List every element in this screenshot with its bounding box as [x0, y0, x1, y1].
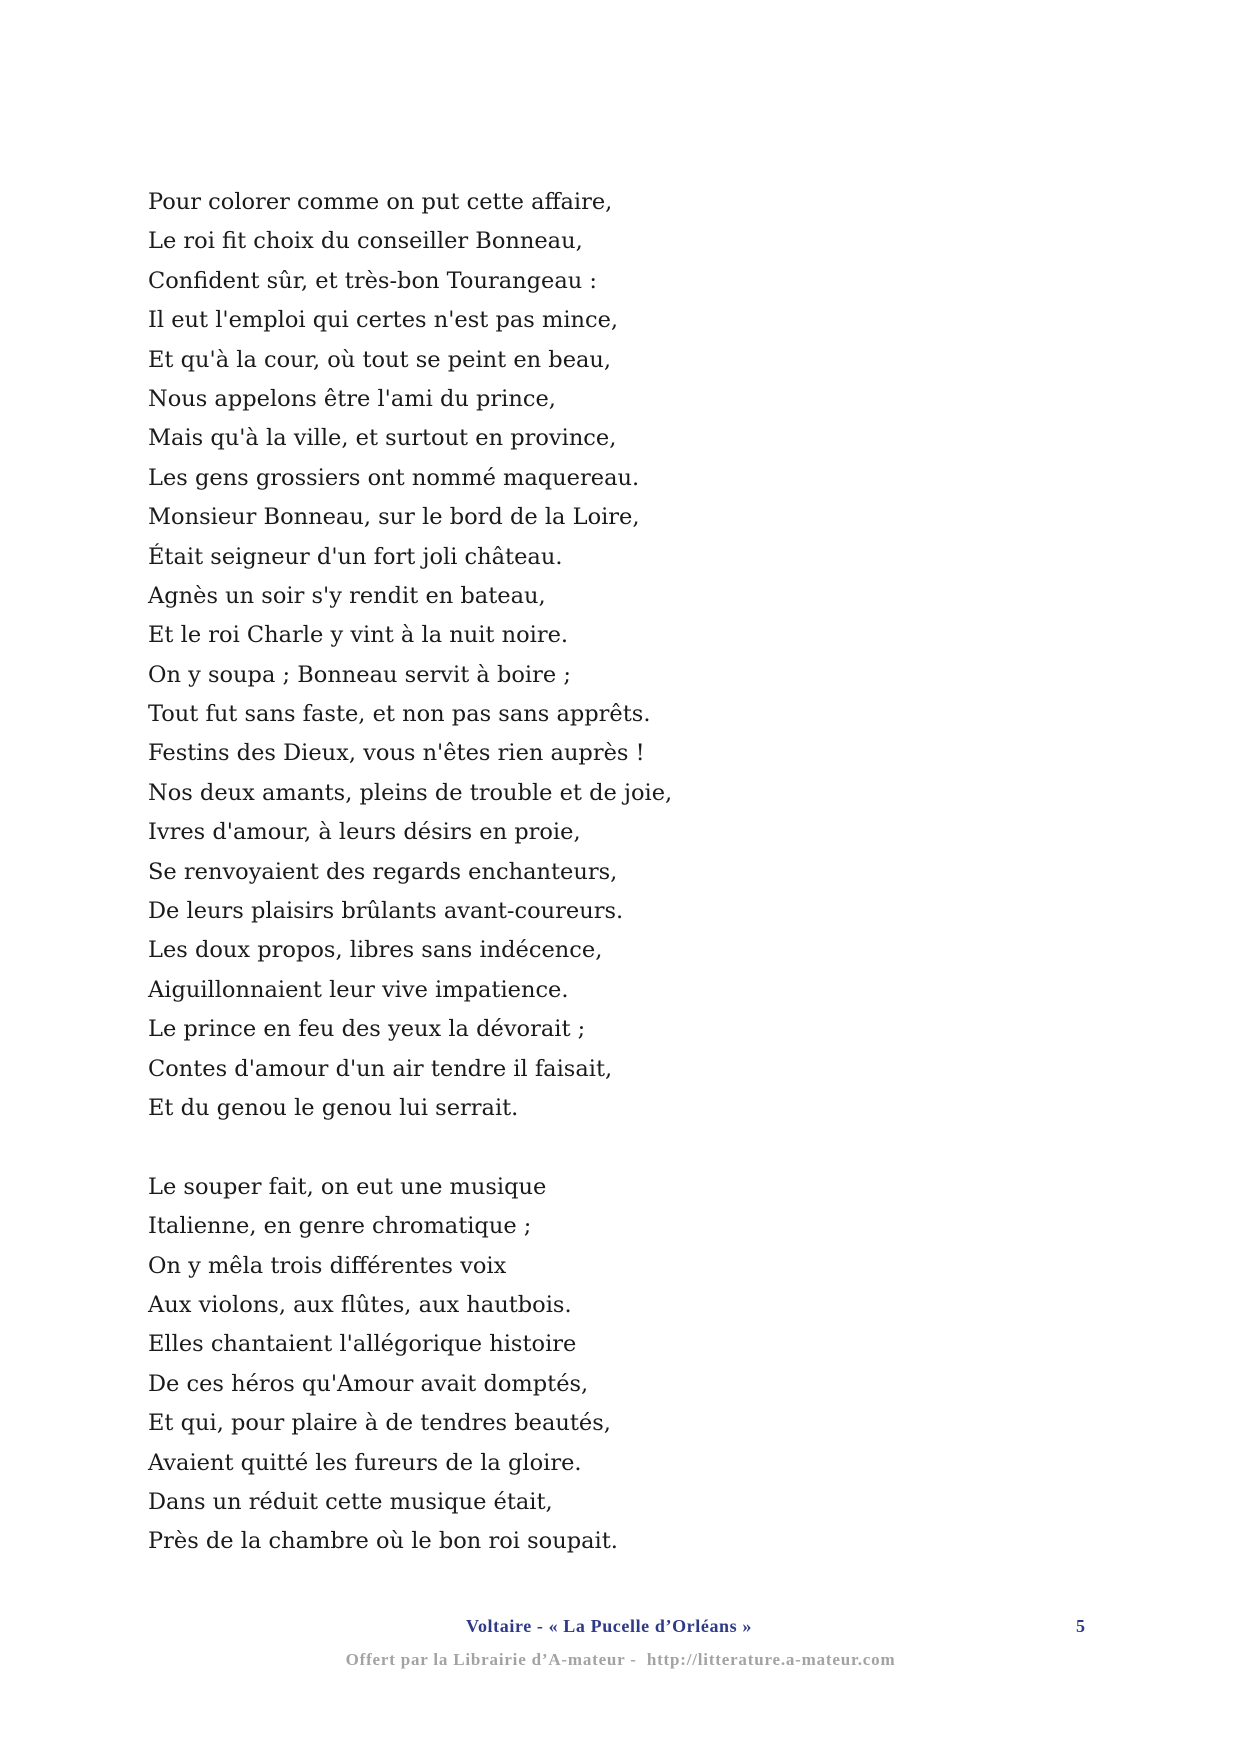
poem-line: Le prince en feu des yeux la dévorait ; [148, 1016, 586, 1043]
poem-line: Se renvoyaient des regards enchanteurs, [148, 858, 618, 885]
poem-line: Elles chantaient l'allégorique histoire [148, 1331, 577, 1358]
poem-line: Agnès un soir s'y rendit en bateau, [148, 582, 546, 609]
poem-line: Festins des Dieux, vous n'êtes rien auprès ! [148, 740, 645, 767]
poem-line: Et qui, pour plaire à de tendres beautés, [148, 1410, 611, 1437]
footer-title: Voltaire - « La Pucelle d’Orléans » [466, 1616, 752, 1636]
poem-line: Avaient quitté les fureurs de la gloire. [148, 1449, 582, 1476]
poem-line: Et qu'à la cour, où tout se peint en beau, [148, 346, 612, 373]
poem-line: Était seigneur d'un fort joli château. [148, 543, 563, 570]
poem-line: Le roi fit choix du conseiller Bonneau, [148, 228, 583, 255]
page-number: 5 [1076, 1616, 1085, 1636]
stanza-2 [148, 1168, 1048, 1562]
poem-line: Confident sûr, et très-bon Tourangeau : [148, 267, 597, 294]
poem-line: Les gens grossiers ont nommé maquereau. [148, 464, 640, 491]
footer-credit-row [0, 1650, 1241, 1674]
poem-line: Tout fut sans faste, et non pas sans apprêts. [148, 701, 651, 728]
poem-line: Aiguillonnaient leur vive impatience. [148, 976, 569, 1003]
poem-line: Les doux propos, libres sans indécence, [148, 937, 603, 964]
poem-line: Il eut l'emploi qui certes n'est pas mince, [148, 307, 619, 334]
poem-line: Le souper fait, on eut une musique [148, 1173, 547, 1200]
poem-line: Près de la chambre où le bon roi soupait. [148, 1528, 618, 1555]
poem-line: Nos deux amants, pleins de trouble et de joie, [148, 779, 673, 806]
poem-line: Et du genou le genou lui serrait. [148, 1094, 519, 1121]
poem-line: On y mêla trois différentes voix [148, 1252, 507, 1279]
poem-line: Nous appelons être l'ami du prince, [148, 385, 556, 412]
poem-line: Italienne, en genre chromatique ; [148, 1213, 532, 1240]
footer-title-row [0, 1616, 1241, 1640]
footer-credit: Offert par la Librairie d’A-mateur - http://litterature.a-mateur.com [345, 1650, 896, 1669]
poem-line: De leurs plaisirs brûlants avant-coureurs. [148, 898, 624, 925]
poem-line: Pour colorer comme on put cette affaire, [148, 189, 613, 215]
poem-line: On y soupa ; Bonneau servit à boire ; [148, 661, 571, 688]
poem-body [148, 183, 1048, 1562]
poem-line: Contes d'amour d'un air tendre il faisait, [148, 1055, 613, 1082]
poem-line: Ivres d'amour, à leurs désirs en proie, [148, 819, 581, 846]
poem-line: De ces héros qu'Amour avait domptés, [148, 1370, 589, 1397]
poem-line: Et le roi Charle y vint à la nuit noire. [148, 622, 569, 649]
poem-line: Monsieur Bonneau, sur le bord de la Loire, [148, 504, 640, 531]
poem-line: Aux violons, aux flûtes, aux hautbois. [148, 1291, 572, 1318]
poem-line: Mais qu'à la ville, et surtout en province, [148, 425, 617, 452]
stanza-1 [148, 183, 1048, 1128]
poem-line: Dans un réduit cette musique était, [148, 1488, 553, 1515]
stanza-separator [148, 1128, 1048, 1167]
